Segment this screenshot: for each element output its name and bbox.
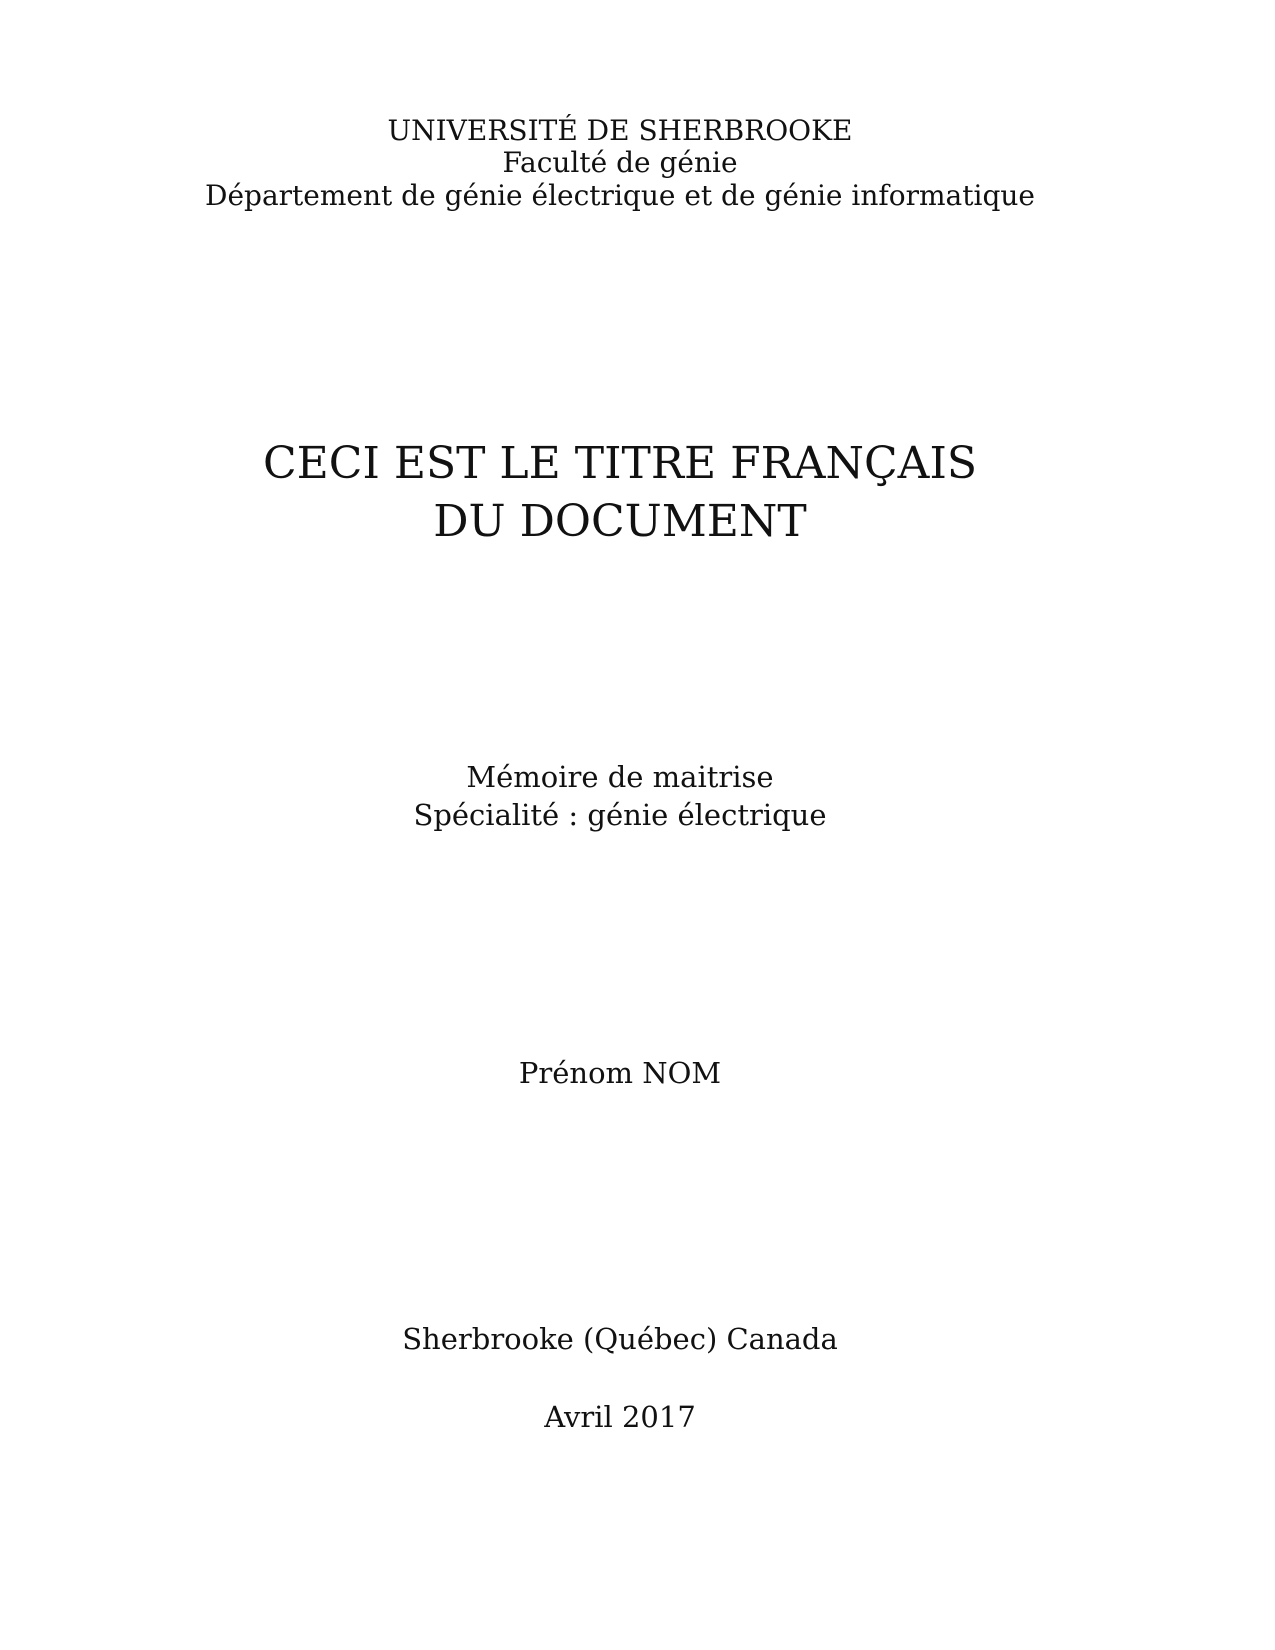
university-name: UNIVERSITÉ DE SHERBROOKE (387, 114, 853, 147)
author-name: Prénom NOM (518, 1056, 722, 1090)
degree-type: Mémoire de maitrise (466, 760, 774, 794)
document-title-line-2: DU DOCUMENT (433, 496, 807, 547)
location: Sherbrooke (Québec) Canada (402, 1322, 838, 1356)
degree-specialty: Spécialité : génie électrique (413, 798, 827, 832)
document-title-line-1: CECI EST LE TITRE FRANÇAIS (263, 438, 977, 489)
faculty-name: Faculté de génie (502, 146, 738, 179)
department-name: Département de génie électrique et de génie informatique (205, 179, 1035, 212)
date: Avril 2017 (544, 1400, 696, 1434)
